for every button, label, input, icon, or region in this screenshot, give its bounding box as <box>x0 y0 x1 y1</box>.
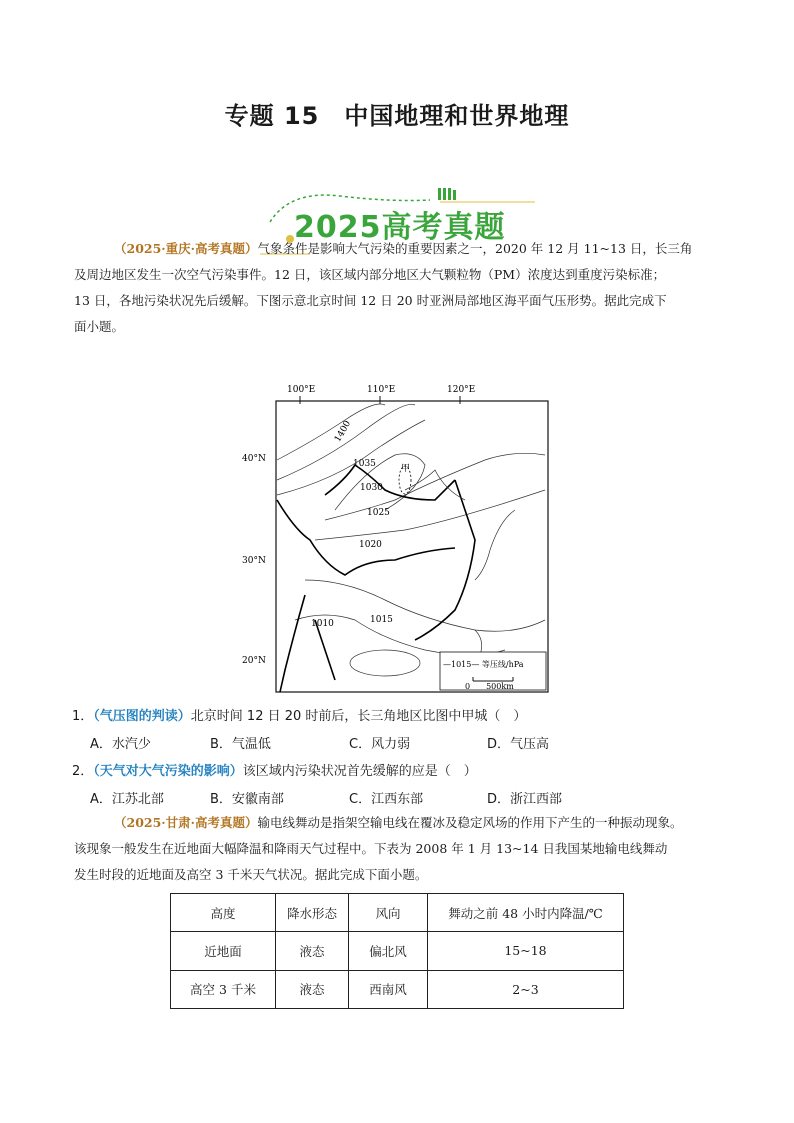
isobar-label: 1020 <box>359 540 382 550</box>
passage-text: 气象条件是影响大气污染的重要因素之一，2020 年 12 月 11~13 日，长三角 <box>257 241 693 256</box>
passage-text: 面小题。 <box>74 319 125 334</box>
option-a[interactable]: A．江苏北部 <box>90 792 164 807</box>
question-1 <box>72 705 526 724</box>
passage-text: 13 日，各地污染状况先后缓解。下图示意北京时间 12 日 20 时亚洲局部地区海平面气压形势。据此完成下 <box>74 293 667 308</box>
passage-source: （2025·重庆·高考真题） <box>114 241 258 256</box>
isobar-label: 1400 <box>333 419 354 445</box>
question-tag: （气压图的判读） <box>93 709 191 724</box>
lon-label: 100°E <box>287 385 316 395</box>
table-cell: 液态 <box>276 970 349 1008</box>
table-cell: 偏北风 <box>349 932 428 970</box>
table-header: 舞动之前 48 小时内降温/℃ <box>428 894 624 932</box>
passage-text: 该现象一般发生在近地面大幅降温和降雨天气过程中。下表为 2008 年 1 月 13~14 日我国某地输电线舞动 <box>74 841 668 856</box>
table-header: 高度 <box>171 894 276 932</box>
weather-table <box>170 893 624 1009</box>
question-text: 北京时间 12 日 20 时前后，长三角地区比图中甲城（ ） <box>190 709 527 724</box>
table-row <box>171 932 624 970</box>
passage-text: 发生时段的近地面及高空 3 千米天气状况。据此完成下面小题。 <box>74 867 428 882</box>
question-2 <box>72 760 477 779</box>
question-tag: （天气对大气污染的影响） <box>93 764 243 779</box>
table-cell: 2~3 <box>428 970 624 1008</box>
table-cell: 高空 3 千米 <box>171 970 276 1008</box>
lat-label: 40°N <box>242 454 266 464</box>
question-number: 2． <box>72 764 94 779</box>
passage-source: （2025·甘肃·高考真题） <box>114 815 258 830</box>
option-a[interactable]: A．水汽少 <box>90 737 151 752</box>
question-text: 该区域内污染状况首先缓解的应是（ ） <box>242 764 477 779</box>
option-c[interactable]: C．风力弱 <box>349 737 411 752</box>
legend-isobar: —1015— 等压线/hPa <box>443 660 524 669</box>
option-d[interactable]: D．浙江西部 <box>487 792 563 807</box>
lat-label: 20°N <box>242 656 266 666</box>
table-header: 降水形态 <box>276 894 349 932</box>
table-cell: 15~18 <box>428 932 624 970</box>
question-number: 1． <box>72 709 94 724</box>
section-banner: 2025高考真题 <box>294 210 506 245</box>
option-d[interactable]: D．气压高 <box>487 737 550 752</box>
isobar-label: 1015 <box>370 615 393 625</box>
option-b[interactable]: B．安徽南部 <box>210 792 284 807</box>
table-cell: 液态 <box>276 932 349 970</box>
table-cell: 西南风 <box>349 970 428 1008</box>
pressure-map <box>242 380 550 693</box>
passage-2 <box>74 810 734 888</box>
city-mark: 甲 <box>401 464 411 474</box>
option-c[interactable]: C．江西东部 <box>349 792 424 807</box>
lat-label: 30°N <box>242 556 266 566</box>
legend-scale: 0 500km <box>465 682 514 691</box>
table-row <box>171 970 624 1008</box>
table-header-row <box>171 894 624 932</box>
table-header: 风向 <box>349 894 428 932</box>
lon-label: 110°E <box>367 385 396 395</box>
isobar-label: 1010 <box>311 619 334 629</box>
isobar-label: 1030 <box>360 483 383 493</box>
isobar-label: 1035 <box>353 459 376 469</box>
table-cell: 近地面 <box>171 932 276 970</box>
page-title: 专题 15 中国地理和世界地理 <box>224 102 570 130</box>
option-b[interactable]: B．气温低 <box>210 737 271 752</box>
passage-text: 输电线舞动是指架空输电线在覆冰及稳定风场的作用下产生的一种振动现象。 <box>257 815 683 830</box>
passage-text: 及周边地区发生一次空气污染事件。12 日，该区域内部分地区大气颗粒物（PM）浓度达到重度污染标准； <box>74 267 666 282</box>
passage-1 <box>74 236 734 340</box>
lon-label: 120°E <box>447 385 476 395</box>
isobar-label: 1025 <box>367 508 390 518</box>
